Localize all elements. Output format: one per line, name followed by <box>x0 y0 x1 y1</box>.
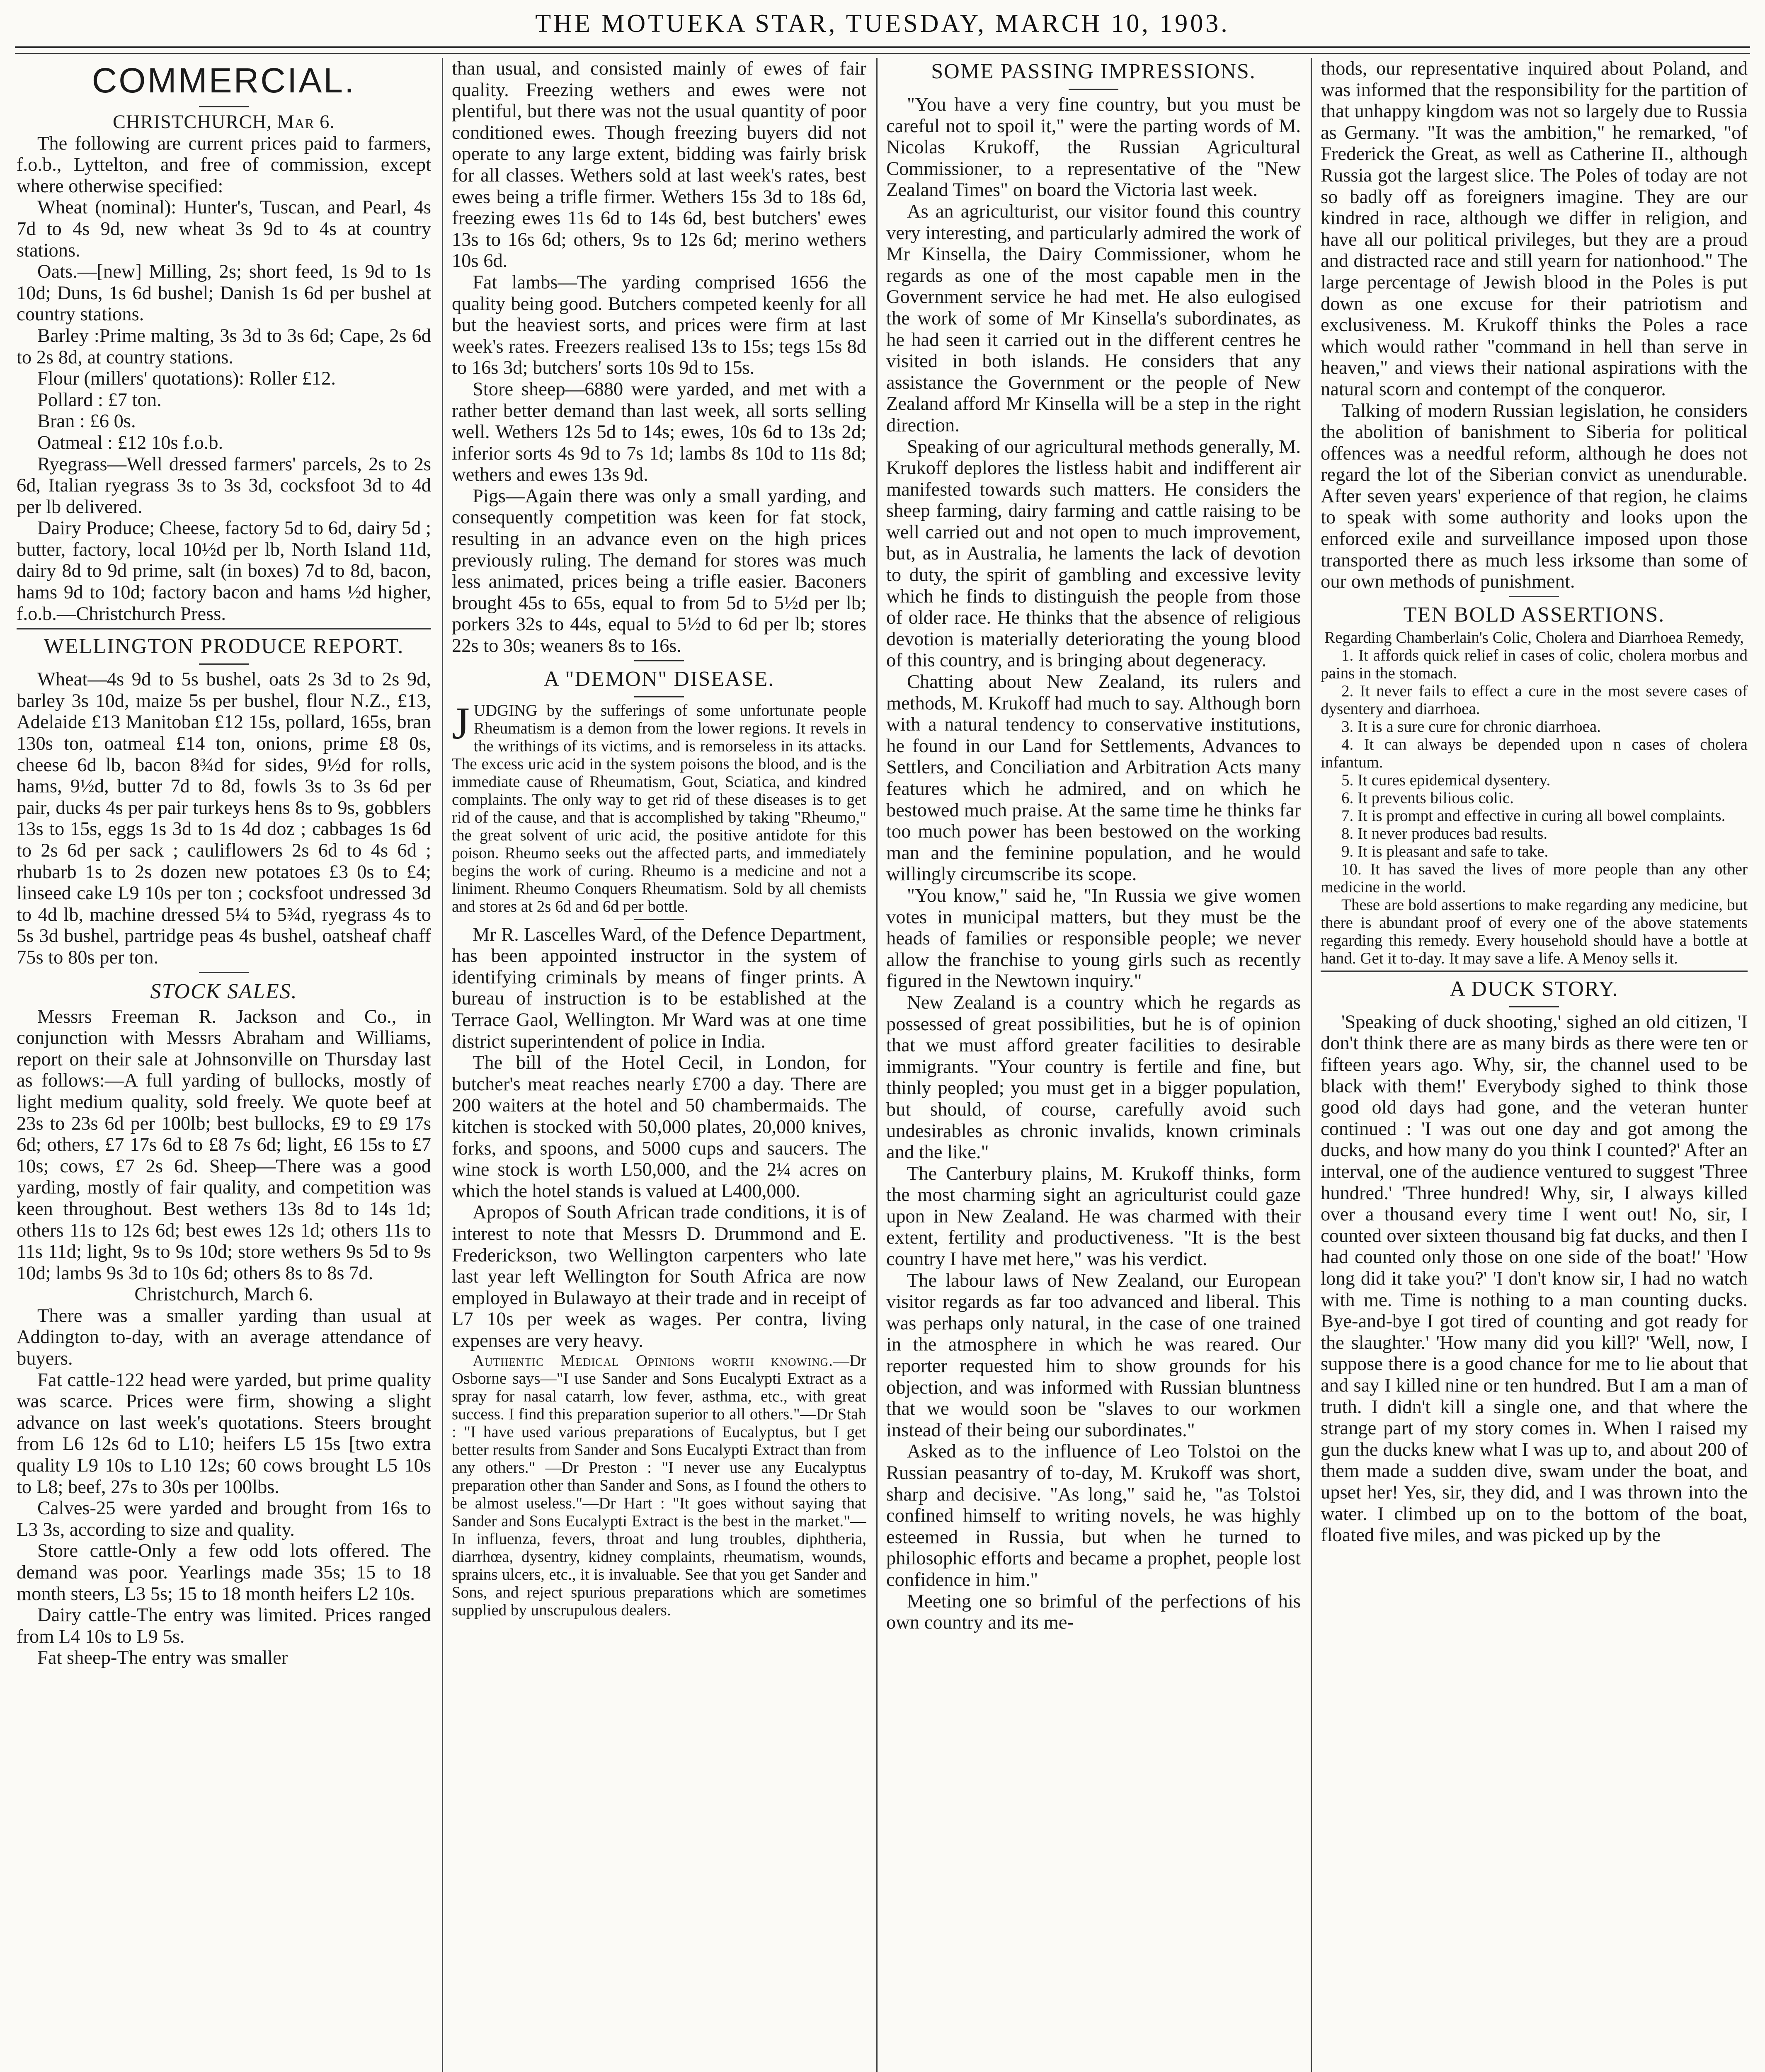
dateline: Christchurch, March 6. <box>134 1284 313 1305</box>
paragraph: Oats.—[new] Milling, 2s; short feed, 1s 9d to 1s 10d; Duns, 1s 6d bushel; Danish 1s 6d per bushel at country stations. <box>17 261 431 325</box>
paragraph: Store cattle-Only a few odd lots offered. The demand was poor. Yearlings made 35s; 15 to 18 month steers, L3 5s; 15 to 18 month heifers L2 10s. <box>17 1540 431 1605</box>
paragraph: Pollard : £7 ton. <box>37 389 162 411</box>
paragraph: "You know," said he, "In Russia we give women votes in municipal matters, but they must be the heads of families or responsible people; we never allow the franchise to young girls such as recently figured in the Newtown inquiry." <box>886 885 1301 992</box>
list-item: 2. It never fails to effect a cure in the most severe cases of dysentery and diarrhoea. <box>1321 682 1748 718</box>
section-rule <box>634 660 684 661</box>
column-3 <box>886 58 1301 2072</box>
column-4 <box>1321 58 1748 2072</box>
paragraph: New Zealand is a country which he regards as possessed of great possibilities, but he is of opinion that we must afford greater facilities to desirable immigrants. "Your country is fertile and fine, but thinly peopled; you must get in a bigger population, but should, of course, carefully avoid such undesirables as chronic invalids, known criminals and the like." <box>886 992 1301 1163</box>
paragraph: Calves-25 were yarded and brought from 16s to L3 3s, according to size and quality. <box>17 1498 431 1540</box>
paragraph: The bill of the Hotel Cecil, in London, for butcher's meat reaches nearly £700 a day. There are 200 waiters at the hotel and 50 chambermaids. The kitchen is stocked with 50,000 plates, 20,000 knives, forks, and spoons, and 5000 cups and saucers. The wine stock is worth L50,000, and the 2¼ acres on which the hotel stands is valued at L400,000. <box>452 1052 866 1202</box>
paragraph: Talking of modern Russian legislation, he considers the abolition of banishment to Siberia for political offences was a needful reform, although he does not regard the lot of the Siberian convict as unendurable. After seven years' experience of that region, he claims to speak with some authority and looks upon the enforced exile and surveillance imposed upon those transported there as much less irksome than some of our own methods of punishment. <box>1321 400 1748 593</box>
passing-impressions-heading: SOME PASSING IMPRESSIONS. <box>931 60 1256 83</box>
paragraph: than usual, and consisted mainly of ewes of fair quality. Freezing wethers and ewes were not plentiful, but there was not the usual quantity of poor conditioned ewes. Though freezing buyers did not operate to any large extent, bidding was fairly brisk for all classes. Wethers sold at last week's rates, best ewes being a trifle firmer. Wethers 15s 3d to 18s 6d, freezing ewes 11s 6d to 14s 6d, best butchers' ewes 13s to 16s 6d; others, 9s to 12s 6d; merino wethers 10s 6d. <box>452 58 866 272</box>
paragraph: Dairy cattle-The entry was limited. Prices ranged from L4 10s to L9 5s. <box>17 1605 431 1647</box>
demon-disease-heading: A "DEMON" DISEASE. <box>543 667 775 691</box>
duck-story-heading: A DUCK STORY. <box>1450 977 1619 1001</box>
paragraph: Oatmeal : £12 10s f.o.b. <box>37 432 223 453</box>
paragraph: Barley :Prime malting, 3s 3d to 3s 6d; Cape, 2s 6d to 2s 8d, at country stations. <box>17 325 431 368</box>
heading-rule <box>1509 1006 1559 1007</box>
paragraph: 'Speaking of duck shooting,' sighed an old citizen, 'I don't think there are as many birds as there were ten or fifteen years ago. Why, sir, the channel used to be black with them!' Everybody sighed to think those good old days had gone, and the veteran hunter continued : 'I was out one day and got among the ducks, and how many do you think I counted?' After an interval, one of the audience ventured to suggest 'Three hundred.' 'Three hundred! Why, sir, I always killed over a thousand every time I went out! No, sir, I counted over sixteen thousand big fat ducks, and then I had counted only those on one side of the boat!' 'How long did it take you?' 'I don't know sir, I had no watch with me. Time is nothing to a man counting ducks. Bye-and-bye I got tired of counting and got ready for the slaughter.' 'How many did you kill?' 'Well, now, I suppose there is a good chance for me to lie about that and say I killed nine or ten hundred. But I am a man of truth. I didn't kill a single one, and that where the strange part of my story comes in. When I raised my gun the ducks knew what I was up to, and about 200 of them made a sudden dive, swam under the boat, and upset her! Yes, sir, they did, and I was thrown into the water. I climbed up on to the bottom of the boat, floated five miles, and was picked up by the <box>1321 1011 1748 1546</box>
paragraph: Bran : £6 0s. <box>37 411 136 432</box>
list-item: 5. It cures epidemical dysentery. <box>1341 771 1551 789</box>
paragraph: Flour (millers' quotations): Roller £12. <box>37 368 336 390</box>
column-divider <box>876 58 878 2072</box>
paragraph: Apropos of South African trade conditions, it is of interest to note that Messrs D. Drummond and E. Frederickson, two Wellington carpenters who late last year left Wellington for South Africa are now employed in Bulawayo at their trade and in receipt of L7 10s per week as wages. Per contra, living expenses are very heavy. <box>452 1202 866 1351</box>
section-rule <box>17 628 431 629</box>
column-2 <box>452 58 866 2072</box>
assertions-list <box>1321 646 1748 896</box>
assertions-subheading: Regarding Chamberlain's Colic, Cholera and Diarrhoea Remedy, <box>1324 628 1744 646</box>
paragraph: Fat sheep-The entry was smaller <box>37 1647 288 1669</box>
paragraph: thods, our representative inquired about Poland, and was informed that the responsibility for the partition of that unhappy kingdom was not so largely due to Russia as Germany. "It was the ambition," he remarked, "of Frederick the Great, as well as Catherine II., although Russia got the largest slice. The Poles of today are not so badly off as foreigners imagine. They are our kindred in race, although we differ in religion, and have all our political privileges, but they are a proud and distracted race and still yearn for nationhood." The large percentage of Jewish blood in the Poles is put down as one excuse for their patriotism and exclusiveness. M. Krukoff thinks the Poles a race which would rather "command in hell than serve in heaven," and views their national aspirations with the natural scorn and contempt of the conqueror. <box>1321 58 1748 400</box>
paragraph: Pigs—Again there was only a small yarding, and consequently competition was keen for fat stock, resulting in an advance even on the high prices previously ruling. The demand for stores was much less animated, prices being a trifle easier. Baconers brought 45s to 65s, equal to from 5d to 5½d per lb; porkers 32s to 44s, equal to 5½d to 6d per lb; stores 22s to 30s; weaners 8s to 16s. <box>452 485 866 657</box>
section-rule <box>1509 596 1559 597</box>
masthead-title: THE MOTUEKA STAR, TUESDAY, MARCH 10, 1903. <box>535 10 1230 38</box>
heading-rule <box>1069 89 1118 90</box>
paragraph: Asked as to the influence of Leo Tolstoi on the Russian peasantry of to-day, M. Krukoff was short, sharp and decisive. "As long," said he, "as Tolstoi confined himself to writing novels, he was highly esteemed in Russia, but when he turned to philosophic efforts and became a prophet, people lost confidence in him." <box>886 1441 1301 1590</box>
paragraph: Dairy Produce; Cheese, factory 5d to 6d, dairy 5d ; butter, factory, local 10½d per lb, North Island 11d, dairy 8d to 9d prime, salt (in boxes) 7d to 8d, bacon, hams 9d to 10d; factory bacon and hams ½d higher, f.o.b.—Christchurch Press. <box>17 518 431 625</box>
drop-cap: J <box>452 697 470 748</box>
paragraph: Speaking of our agricultural methods generally, M. Krukoff deplores the listless habit and indifferent air manifested towards such matters. He considers the sheep farming, dairy farming and cattle raising to be well carried out and not open to much improvement, but, as in Australia, he laments the lack of devotion to duty, the spirit of gambling and excessive levity which he finds to distinguish the people from those of older race. He thinks that the absence of religious devotion is materially deteriorating the young blood of this country, and is bringing about degeneracy. <box>886 436 1301 671</box>
list-item: 9. It is pleasant and safe to take. <box>1341 842 1549 860</box>
masthead <box>0 0 1765 62</box>
assertions-closing: These are bold assertions to make regarding any medicine, but there is abundant proof of every one of the above statements regarding this remedy. Every household should have a bottle at hand. Get it to-day. It may save a life. A Menoy sells it. <box>1321 896 1748 967</box>
list-item: 1. It affords quick relief in cases of colic, cholera morbus and pains in the stomach. <box>1321 646 1748 682</box>
paragraph: The labour laws of New Zealand, our European visitor regards as far too advanced and liberal. This was perhaps only natural, in the case of one trained in the atmosphere in which he was reared. Our reporter requested him to show grounds for his objection, and was informed with Russian bluntness that we would soon be "slaves to our workmen instead of their being our subordinates." <box>886 1270 1301 1441</box>
paragraph: The following are current prices paid to farmers, f.o.b., Lyttelton, and free of commission, except where otherwise specified: <box>17 133 431 197</box>
heading-rule <box>634 696 684 697</box>
paragraph: Wheat—4s 9d to 5s bushel, oats 2s 3d to 2s 9d, barley 3s 10d, maize 5s per bushel, flour N.Z., £13, Adelaide £13 Manitoban £12 15s, pollard, 165s, bran 130s ton, oatmeal £14 ton, onions, prime £8 0s, cheese 6d lb, bacon 8¾d for sides, 9½d for rolls, hams, 9½d, butter 7d to 8d, fowls 3s to 3s 6d per pair, ducks 4s per pair turkeys hens 8s to 9s, gobblers 13s to 15s, eggs 1s 3d to 1s 4d doz ; cabbages 1s 6d to 2s 6d per sack ; cauliflowers 2s 6d to 4s 6d ; rhubarb 1s to 2s dozen new potatoes £3 0s to £4; linseed cake L9 10s per ton ; cocksfoot undressed 3d to 4d lb, machine dressed 5¼ to 5¾d, ryegrass 4s to 5s 3d bushel, partridge peas 4s bushel, oatsheaf chaff 75s to 80s per ton. <box>17 669 431 968</box>
paragraph: There was a smaller yarding than usual at Addington to-day, with an average attendance of buyers. <box>17 1305 431 1370</box>
paragraph: Mr R. Lascelles Ward, of the Defence Department, has been appointed instructor in the system of identifying criminals by means of finger prints. A bureau of instruction is to be established at the Terrace Gaol, Wellington. Mr Ward was at one time district superintendent of police in India. <box>452 924 866 1052</box>
paragraph: Fat lambs—The yarding comprised 1656 the quality being good. Butchers competed keenly for all but the heaviest sorts, and prices were firm at last week's rates. Freezers realised 13s to 15s; tegs 15s 8d to 16s 3d; butchers' sorts 10s 9d to 15s. <box>452 271 866 379</box>
list-item: 6. It prevents bilious colic. <box>1341 789 1514 807</box>
stock-sales-heading: STOCK SALES. <box>150 979 298 1003</box>
paragraph: "You have a very fine country, but you must be careful not to spoil it," were the parting words of M. Nicolas Krukoff, the Russian Agricultural Commissioner, to a representative of the "New Zealand Times" on board the Victoria last week. <box>886 94 1301 201</box>
column-1 <box>17 58 431 2072</box>
rheumo-advertisement <box>452 697 866 915</box>
section-rule <box>634 919 684 920</box>
list-item: 3. It is a sure cure for chronic diarrhoea. <box>1341 717 1601 736</box>
wellington-heading: WELLINGTON PRODUCE REPORT. <box>44 634 404 658</box>
list-item: 7. It is prompt and effective in curing all bowel complaints. <box>1341 806 1726 825</box>
section-rule <box>199 972 249 973</box>
paragraph: Messrs Freeman R. Jackson and Co., in conjunction with Messrs Abraham and Williams, report on their sale at Johnsonville on Thursday last as follows:—A full yarding of bullocks, mostly of light medium quality, sold freely. We quote beef at 23s to 23s 6d per 100lb; best bullocks, £9 to £9 17s 6d; others, £7 17s 6d to £8 7s 6d; light, £6 15s to £7 10s; cows, £7 2s 6d. Sheep—There was a good yarding, mostly of fair quality, and competition was keen throughout. Best wethers 13s 8d to 14s 1d; others 11s to 12s 6d; best ewes 12s 1d; others 11s to 11s 11d; light, 9s to 9s 10d; store wethers 9s 5d to 9s 10d; lambs 9s 3d to 10s 6d; others 8s to 8s 7d. <box>17 1006 431 1284</box>
advertisement-text: UDGING by the sufferings of some unfortunate people Rheumatism is a demon from the lower regions. It revels in the writhings of its victims, and is remorseless in its attacks. The excess uric acid in the system poisons the blood, and is the immediate cause of Rheumatism, Gout, Sciatica, and kindred complaints. The only way to get rid of these diseases is to get rid of the cause, and that is accomplished by taking "Rheumo," the great solvent of uric acid, the positive antidote for this poison. Rheumo seeks out the affected parts, and immediately begins the work of curing. Rheumo is a medicine and not a liniment. Rheumo Conquers Rheumatism. Sold by all chemists and stores at 2s 6d and 6d per bottle. <box>452 701 866 915</box>
advertisement-lead: Authentic Medical Opinions worth knowing. <box>473 1351 833 1370</box>
section-rule <box>1321 971 1748 972</box>
masthead-rule <box>15 46 1750 54</box>
list-item: 8. It never produces bad results. <box>1341 824 1548 842</box>
paragraph: Chatting about New Zealand, its rulers and methods, M. Krukoff had much to say. Although born with a natural tendency to conservative institutions, he found in our Land for Settlements, Advances to Settlers, and Conciliation and Arbitration Acts many features which he admired, and on which he bestowed much praise. At the same time he thinks far too much power has been bestowed on the working man and the feminine population, and he would willingly circumscribe its scope. <box>886 671 1301 885</box>
list-item: 10. It has saved the lives of more people than any other medicine in the world. <box>1321 860 1748 896</box>
paragraph: As an agriculturist, our visitor found this country very interesting, and particularly admired the work of Mr Kinsella, the Dairy Commissioner, whom he regards as one of the most capable men in the Government service he had met. He also eulogised the work of some of Mr Kinsella's subordinates, as he had seen it carried out in the different centres he visited in both islands. He considers that any assistance the Government or the people of New Zealand afford Mr Kinsella will be a step in the right direction. <box>886 201 1301 436</box>
paragraph: Wheat (nominal): Hunter's, Tuscan, and Pearl, 4s 7d to 4s 9d, new wheat 3s 9d to 4s at country stations. <box>17 197 431 261</box>
paragraph: Meeting one so brimful of the perfections of his own country and its me- <box>886 1590 1301 1634</box>
column-divider <box>442 58 443 2072</box>
heading-rule <box>199 663 249 665</box>
medical-opinions-advertisement <box>452 1352 866 1619</box>
advertisement-text: —Dr Osborne says—"I use Sander and Sons Eucalypti Extract as a spray for nasal catarrh, low fever, asthma, etc., with great success. I find this preparation superior to all others."—Dr Stah : "I have used various preparations of Eucalyptus, but I get better results from Sander and Sons Eucalypti Extract than from any others." —Dr Preston : "I never use any Eucalyptus preparation other than Sander and Sons, as I found the others to be almost useless."—Dr Hart : "It goes without saying that Sander and Sons Eucalypti Extract is the best in the market."—In influenza, fevers, throat and lung troubles, diphtheria, diarrhœa, dysentry, kidney complaints, rheumatism, wounds, sprains ulcers, etc., it is invaluable. See that you get Sander and Sons, and reject spurious preparations which are sometimes supplied by unscrupulous dealers. <box>452 1351 866 1619</box>
paragraph: The Canterbury plains, M. Krukoff thinks, form the most charming sight an agriculturist could gaze upon in New Zealand. He was charmed with their extent, fertility and productiveness. "It is the best country I have met here," was his verdict. <box>886 1163 1301 1270</box>
list-item: 4. It can always be depended upon n cases of cholera infantum. <box>1321 735 1748 771</box>
paragraph: Fat cattle-122 head were yarded, but prime quality was scarce. Prices were firm, showing a slight advance on last week's quotations. Steers brought from L6 12s 6d to L10; heifers L5 15s [two extra quality L9 10s to L10 12s; 60 cows brought L5 10s to L8; beef, 27s to 30s per 100lbs. <box>17 1369 431 1498</box>
column-divider <box>1311 58 1312 2072</box>
dateline: CHRISTCHURCH, Mar 6. <box>112 111 335 133</box>
paragraph: Store sheep—6880 were yarded, and met with a rather better demand than last week, all sorts selling well. Wethers 12s 5d to 14s; ewes, 10s 6d to 13s 2d; inferior sorts 4s 9d to 7s 1d; lambs 8s 10d to 11s 8d; wethers and ewes 13s 9d. <box>452 378 866 486</box>
paragraph: Ryegrass—Well dressed farmers' parcels, 2s to 2s 6d, Italian ryegrass 3s to 3s 3d, cocksfoot 3d to 4d per lb delivered. <box>17 453 431 518</box>
commercial-heading: COMMERCIAL. <box>92 61 356 100</box>
heading-rule <box>199 106 249 107</box>
ten-bold-assertions-heading: TEN BOLD ASSERTIONS. <box>1403 603 1665 627</box>
